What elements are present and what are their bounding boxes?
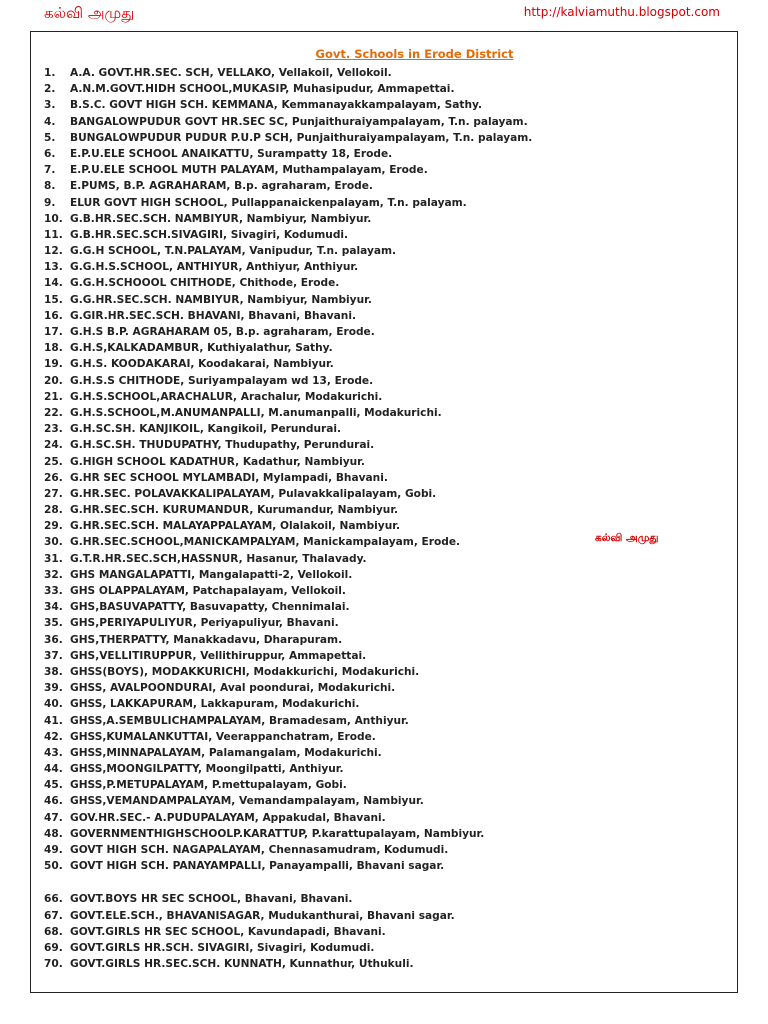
list-item-number: 68. (44, 925, 63, 938)
list-item-number: 27. (44, 487, 63, 500)
list-item (44, 502, 733, 518)
list-item (44, 97, 733, 113)
list-item-number: 17. (44, 326, 63, 338)
list-item-text: ELUR GOVT HIGH SCHOOL, Pullappanaickenpalayam, T.n. palayam. (70, 196, 467, 209)
list-item-number: 23. (44, 423, 63, 436)
list-item (44, 486, 733, 502)
list-item-text: G.G.H.SCHOOOL CHITHODE, Chithode, Erode. (70, 277, 340, 290)
list-item (44, 729, 733, 745)
list-item (44, 259, 733, 275)
list-item-text: G.HR.SEC.SCH. MALAYAPPALAYAM, Olalakoil, Nambiyur. (70, 520, 400, 533)
list-item-number: 5. (44, 131, 56, 144)
list-item (44, 227, 733, 243)
list-item-text: G.G.H.S.SCHOOL, ANTHIYUR, Anthiyur, Anthiyur. (70, 261, 359, 274)
list-item (44, 211, 733, 227)
list-item-text: GHSS, LAKKAPURAM, Lakkapuram, Modakurichi. (70, 698, 360, 711)
list-item (44, 340, 733, 356)
list-item-text: GHS,PERIYAPULIYUR, Periyapuliyur, Bhavani. (70, 617, 339, 630)
list-item (44, 389, 733, 405)
list-item-number: 9. (44, 196, 56, 209)
list-item-number: 43. (44, 746, 63, 759)
watermark-text: கல்வி அமுது (595, 532, 659, 544)
list-item (44, 842, 733, 858)
list-item (44, 956, 733, 972)
list-item-text: GOVT HIGH SCH. NAGAPALAYAM, Chennasamudram, Kodumudi. (70, 844, 449, 856)
list-item (44, 65, 733, 81)
list-item-number: 67. (44, 909, 63, 922)
list-item-text: GOVT.GIRLS HR.SCH. SIVAGIRI, Sivagiri, Kodumudi. (70, 941, 375, 954)
list-item-number: 39. (44, 682, 63, 695)
list-item-number: 11. (44, 228, 63, 241)
list-item-number: 6. (44, 147, 56, 160)
list-item-text: GHSS,P.METUPALAYAM, P.mettupalayam, Gobi. (70, 779, 347, 792)
list-item (44, 421, 733, 437)
list-item (44, 761, 733, 777)
list-item-text: GHSS,MINNAPALAYAM, Palamangalam, Modakurichi. (70, 746, 382, 759)
list-item-text: G.B.HR.SEC.SCH. NAMBIYUR, Nambiyur, Nambiyur. (70, 212, 372, 225)
list-item-number: 32. (44, 568, 63, 581)
list-item-number: 12. (44, 245, 63, 258)
list-item-text: GOVT.ELE.SCH., BHAVANISAGAR, Mudukanthurai, Bhavani sagar. (70, 909, 455, 922)
list-item (44, 275, 733, 291)
list-item-text: GHS,THERPATTY, Manakkadavu, Dharapuram. (70, 633, 343, 646)
list-item-text: GHS,BASUVAPATTY, Basuvapatty, Chennimalai. (70, 601, 350, 614)
list-item (44, 664, 733, 680)
list-item-number: 13. (44, 261, 63, 274)
list-item-number: 24. (44, 439, 63, 452)
site-url[interactable]: http://kalviamuthu.blogspot.com (523, 5, 720, 19)
list-item-number: 7. (44, 164, 56, 177)
list-item-text: G.G.HR.SEC.SCH. NAMBIYUR, Nambiyur, Nambiyur. (70, 293, 372, 306)
document-title: Govt. Schools in Erode District (315, 47, 514, 61)
list-item-text: E.P.U.ELE SCHOOL MUTH PALAYAM, Muthampalayam, Erode. (70, 164, 428, 177)
list-item-number: 8. (44, 180, 56, 193)
list-item-text: G.HR.SEC.SCHOOL,MANICKAMPALYAM, Manickampalayam, Erode. (70, 536, 461, 549)
list-item-text: E.PUMS, B.P. AGRAHARAM, B.p. agraharam, Erode. (70, 180, 373, 193)
list-item-text: G.H.S. KOODAKARAI, Koodakarai, Nambiyur. (70, 358, 334, 371)
list-item-number: 4. (44, 115, 56, 128)
document-frame (30, 31, 738, 993)
list-item (44, 292, 733, 308)
list-item-number: 18. (44, 342, 63, 355)
list-item-number: 36. (44, 633, 63, 646)
list-item-text: GOVT.BOYS HR SEC SCHOOL, Bhavani, Bhavani. (70, 893, 353, 906)
list-item-number: 3. (44, 99, 56, 112)
list-item-number: 40. (44, 698, 63, 711)
list-item-text: GHSS,VEMANDAMPALAYAM, Vemandampalayam, Nambiyur. (70, 795, 424, 808)
list-item-text: G.GIR.HR.SEC.SCH. BHAVANI, Bhavani, Bhavani. (70, 309, 356, 322)
list-item-text: B.S.C. GOVT HIGH SCH. KEMMANA, Kemmanayakkampalayam, Sathy. (70, 99, 482, 112)
list-item-number: 15. (44, 293, 63, 306)
list-item-text: G.H.S B.P. AGRAHARAM 05, B.p. agraharam, Erode. (70, 326, 375, 338)
list-item (44, 858, 733, 874)
list-item-number: 38. (44, 665, 63, 678)
list-item (44, 908, 733, 924)
list-item (44, 696, 733, 712)
list-item (44, 777, 733, 793)
list-item-text: G.HR.SEC.SCH. KURUMANDUR, Kurumandur, Nambiyur. (70, 504, 399, 517)
list-item-text: G.T.R.HR.SEC.SCH,HASSNUR, Hasanur, Thalavady. (70, 552, 367, 565)
list-item-text: GHSS, AVALPOONDURAI, Aval poondurai, Modakurichi. (70, 682, 396, 695)
list-item-text: GOV.HR.SEC.- A.PUDUPALAYAM, Appakudal, Bhavani. (70, 811, 386, 824)
list-item-number: 47. (44, 811, 63, 824)
list-item-number: 29. (44, 520, 63, 533)
list-item-text: G.B.HR.SEC.SCH.SIVAGIRI, Sivagiri, Kodumudi. (70, 228, 349, 241)
list-item-text: G.H.SC.SH. KANJIKOIL, Kangikoil, Perundurai. (70, 423, 342, 436)
list-item (44, 567, 733, 583)
list-item-number: 19. (44, 358, 63, 371)
list-item-number: 25. (44, 455, 63, 468)
list-item-number: 42. (44, 730, 63, 743)
list-item-text: GHS OLAPPALAYAM, Patchapalayam, Vellokoil. (70, 585, 346, 597)
list-item-text: G.H.S.SCHOOL,ARACHALUR, Arachalur, Modakurichi. (70, 390, 383, 403)
list-item-number: 14. (44, 277, 63, 290)
list-item-text: BANGALOWPUDUR GOVT HR.SEC SC, Punjaithuraiyampalayam, T.n. palayam. (70, 115, 528, 128)
list-item (44, 437, 733, 453)
list-item (44, 793, 733, 809)
list-item (44, 373, 733, 389)
list-item-number: 50. (44, 860, 63, 873)
list-item-number: 28. (44, 504, 63, 517)
list-item-text: BUNGALOWPUDUR PUDUR P.U.P SCH, Punjaithuraiyampalayam, T.n. palayam. (70, 131, 533, 144)
list-item-text: GHSS,A.SEMBULICHAMPALAYAM, Bramadesam, Anthiyur. (70, 714, 409, 727)
list-item-text: GOVERNMENTHIGHSCHOOLP.KARATTUP, P.karattupalayam, Nambiyur. (70, 827, 485, 840)
list-item (44, 162, 733, 178)
list-item-text: G.HR.SEC. POLAVAKKALIPALAYAM, Pulavakkalipalayam, Gobi. (70, 487, 437, 500)
list-item-text: GHS,VELLITIRUPPUR, Vellithiruppur, Ammapettai. (70, 649, 367, 662)
list-item-number: 10. (44, 212, 63, 225)
list-item-number: 33. (44, 585, 63, 597)
list-item (44, 405, 733, 421)
list-item (44, 583, 733, 599)
list-item (44, 195, 733, 211)
list-item-text: GOVT.GIRLS HR SEC SCHOOL, Kavundapadi, Bhavani. (70, 925, 386, 938)
list-item-number: 48. (44, 827, 63, 840)
list-item-text: A.N.M.GOVT.HIDH SCHOOL,MUKASIP, Muhasipudur, Ammapettai. (70, 83, 455, 96)
list-item-number: 21. (44, 390, 63, 403)
list-item (44, 130, 733, 146)
list-item-text: GOVT HIGH SCH. PANAYAMPALLI, Panayampalli, Bhavani sagar. (70, 860, 445, 873)
site-logo-text: கல்வி அமுது (44, 4, 135, 22)
list-item (44, 632, 733, 648)
list-item-text: G.HR SEC SCHOOL MYLAMBADI, Mylampadi, Bhavani. (70, 471, 388, 484)
list-item (44, 178, 733, 194)
list-item (44, 615, 733, 631)
list-item (44, 891, 733, 907)
list-item (44, 826, 733, 842)
list-item (44, 114, 733, 130)
list-item-text: G.H.S,KALKADAMBUR, Kuthiyalathur, Sathy. (70, 342, 333, 355)
list-item (44, 81, 733, 97)
list-item-text: G.G.H SCHOOL, T.N.PALAYAM, Vanipudur, T.n. palayam. (70, 245, 397, 258)
list-item (44, 680, 733, 696)
list-item (44, 243, 733, 259)
list-item (44, 940, 733, 956)
list-item (44, 470, 733, 486)
list-item-number: 20. (44, 374, 63, 387)
list-item (44, 551, 733, 567)
list-item-number: 69. (44, 941, 63, 954)
list-item-number: 1. (44, 67, 56, 79)
list-item (44, 454, 733, 470)
list-item-number: 26. (44, 471, 63, 484)
list-item-number: 30. (44, 536, 63, 549)
list-item-number: 34. (44, 601, 63, 614)
list-item (44, 324, 733, 340)
list-item-number: 16. (44, 309, 63, 322)
school-list (44, 65, 733, 972)
list-item-text: G.HIGH SCHOOL KADATHUR, Kadathur, Nambiyur. (70, 455, 365, 468)
list-item (44, 648, 733, 664)
list-item (44, 308, 733, 324)
list-item-number: 70. (44, 958, 63, 971)
list-item (44, 599, 733, 615)
list-item-text: GOVT.GIRLS HR.SEC.SCH. KUNNATH, Kunnathur, Uthukuli. (70, 958, 414, 971)
list-item-number: 44. (44, 763, 63, 776)
list-item (44, 356, 733, 372)
list-item-text: GHSS(BOYS), MODAKKURICHI, Modakkurichi, Modakurichi. (70, 665, 420, 678)
list-item-number: 22. (44, 406, 63, 419)
list-item-number: 41. (44, 714, 63, 727)
list-item-text: G.H.S.S CHITHODE, Suriyampalayam wd 13, Erode. (70, 374, 374, 387)
list-item-text: GHS MANGALAPATTI, Mangalapatti-2, Vellokoil. (70, 568, 353, 581)
list-item (44, 810, 733, 826)
list-item-number: 35. (44, 617, 63, 630)
list-item-number: 37. (44, 649, 63, 662)
list-item-number: 49. (44, 844, 63, 856)
list-item (44, 713, 733, 729)
list-item-text: G.H.S.SCHOOL,M.ANUMANPALLI, M.anumanpalli, Modakurichi. (70, 406, 442, 419)
list-gap (44, 874, 733, 891)
list-item-text: G.H.SC.SH. THUDUPATHY, Thudupathy, Perundurai. (70, 439, 375, 452)
list-item-number: 2. (44, 83, 56, 96)
list-item-text: E.P.U.ELE SCHOOL ANAIKATTU, Surampatty 18, Erode. (70, 147, 393, 160)
list-item-number: 66. (44, 893, 63, 906)
list-item-number: 46. (44, 795, 63, 808)
list-item-number: 45. (44, 779, 63, 792)
list-item-text: GHSS,KUMALANKUTTAI, Veerappanchatram, Erode. (70, 730, 376, 743)
list-item-number: 31. (44, 552, 63, 565)
list-item-text: GHSS,MOONGILPATTY, Moongilpatti, Anthiyur. (70, 763, 344, 776)
list-item-text: A.A. GOVT.HR.SEC. SCH, VELLAKO, Vellakoil, Vellokoil. (70, 67, 392, 79)
list-item (44, 745, 733, 761)
list-item (44, 924, 733, 940)
list-item (44, 146, 733, 162)
